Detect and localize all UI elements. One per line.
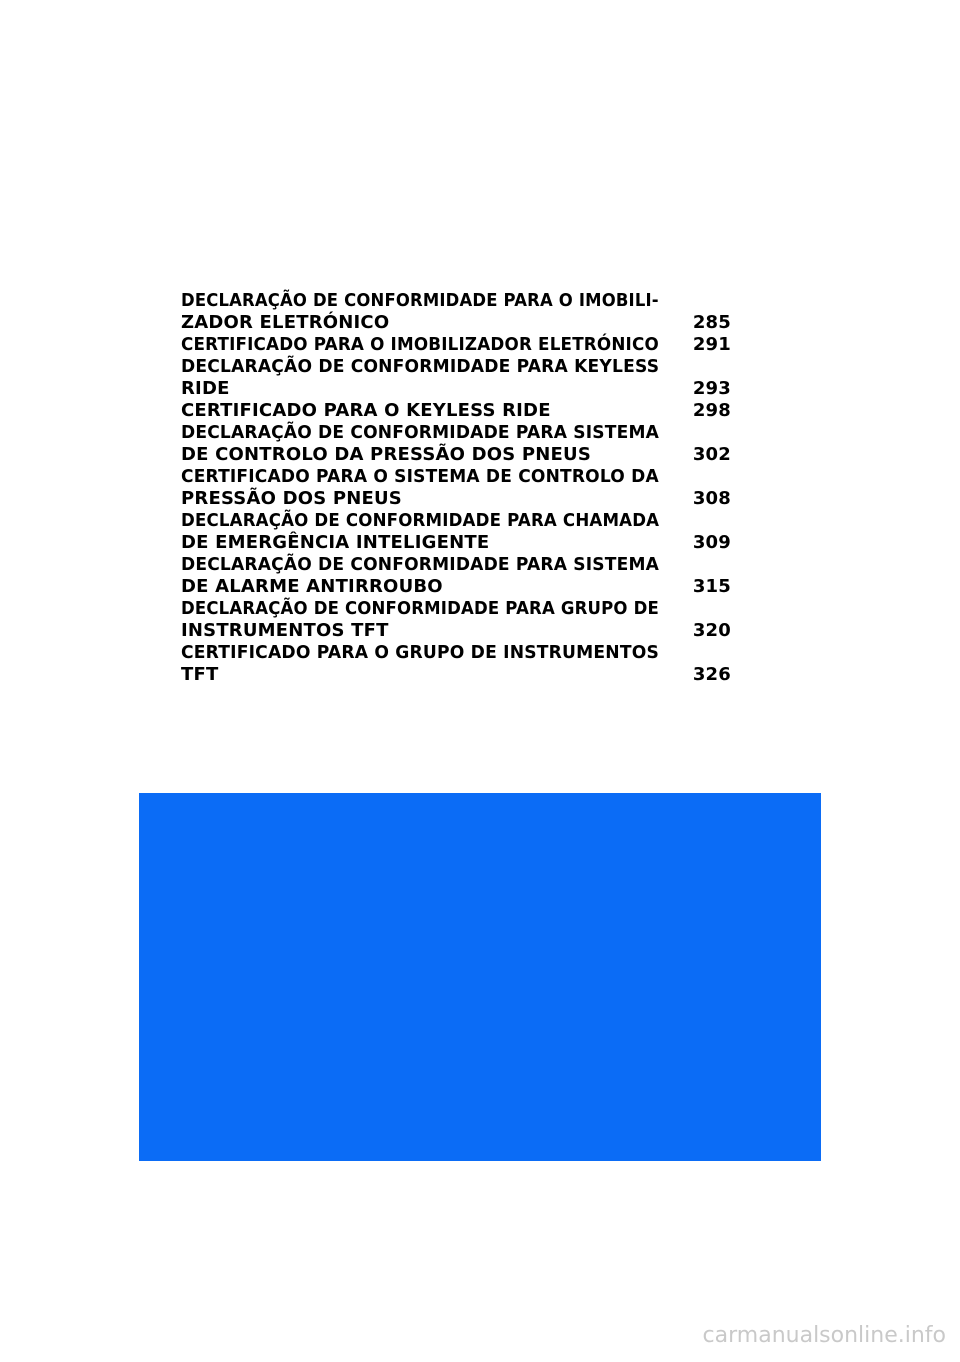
toc-entry-title: PRESSÃO DOS PNEUS [181,488,402,509]
toc-entry-line [181,378,731,400]
toc-entry[interactable] [181,356,731,400]
toc-entry-line [181,290,731,312]
toc-entry-title: DECLARAÇÃO DE CONFORMIDADE PARA GRUPO DE [181,598,659,619]
toc-entry[interactable] [181,466,731,510]
toc-entry[interactable] [181,554,731,598]
toc-entry-title: RIDE [181,378,230,399]
watermark-text: carmanualsonline.info [702,1323,946,1348]
toc-entry-page-number: 293 [692,378,731,399]
toc-entry-title: DECLARAÇÃO DE CONFORMIDADE PARA SISTEMA [181,554,660,575]
toc-entry-title: INSTRUMENTOS TFT [181,620,389,641]
toc-entry-page-number: 320 [692,620,731,641]
toc-entry-title: DECLARAÇÃO DE CONFORMIDADE PARA O IMOBILI- [181,290,659,311]
toc-entry-page-number: 285 [692,312,731,333]
toc-entry[interactable] [181,422,731,466]
toc-entry-page-number: 326 [692,664,731,685]
toc-entry-title: CERTIFICADO PARA O IMOBILIZADOR ELETRÓNICO [181,334,659,355]
toc-entry-line [181,554,731,576]
toc-entry-title: TFT [181,664,219,685]
toc-entry-title: ZADOR ELETRÓNICO [181,312,390,333]
toc-entry-title: DE EMERGÊNCIA INTELIGENTE [181,532,490,553]
toc-entry[interactable] [181,334,731,356]
toc-entry-line [181,400,731,422]
toc-entry[interactable] [181,400,731,422]
toc-entry-line [181,422,731,444]
toc-entry[interactable] [181,598,731,642]
blue-panel [139,793,821,1161]
toc-entry-page-number: 291 [692,334,731,355]
toc-entry-line [181,356,731,378]
toc-entry-title: DECLARAÇÃO DE CONFORMIDADE PARA SISTEMA [181,422,660,443]
toc-entry-line [181,510,731,532]
toc-entry-line [181,620,731,642]
toc-entry-line [181,642,731,664]
toc-entry-page-number: 298 [692,400,731,421]
toc-entry-title: CERTIFICADO PARA O SISTEMA DE CONTROLO DA [181,466,659,487]
toc-entry-page-number: 309 [692,532,731,553]
toc-entry-line [181,334,731,356]
toc-entry-line [181,664,731,686]
toc-entry-line [181,444,731,466]
toc-entry[interactable] [181,642,731,686]
toc-entry-line [181,576,731,598]
toc-entry-title: CERTIFICADO PARA O GRUPO DE INSTRUMENTOS [181,642,659,663]
toc-entry-page-number: 308 [692,488,731,509]
toc-entry-title: DECLARAÇÃO DE CONFORMIDADE PARA KEYLESS [181,356,660,377]
toc-entry[interactable] [181,510,731,554]
toc-entry-line [181,532,731,554]
toc-entry-line [181,466,731,488]
toc-entry-page-number: 302 [692,444,731,465]
toc-entry-title: DE CONTROLO DA PRESSÃO DOS PNEUS [181,444,592,465]
toc-entry-page-number: 315 [692,576,731,597]
toc-entry-title: DE ALARME ANTIRROUBO [181,576,443,597]
toc-entry-line [181,488,731,510]
toc-entry-line [181,312,731,334]
toc-entry[interactable] [181,290,731,334]
toc-entry-title: CERTIFICADO PARA O KEYLESS RIDE [181,400,551,421]
toc-entry-title: DECLARAÇÃO DE CONFORMIDADE PARA CHAMADA [181,510,660,531]
toc-entry-line [181,598,731,620]
table-of-contents [181,290,731,686]
